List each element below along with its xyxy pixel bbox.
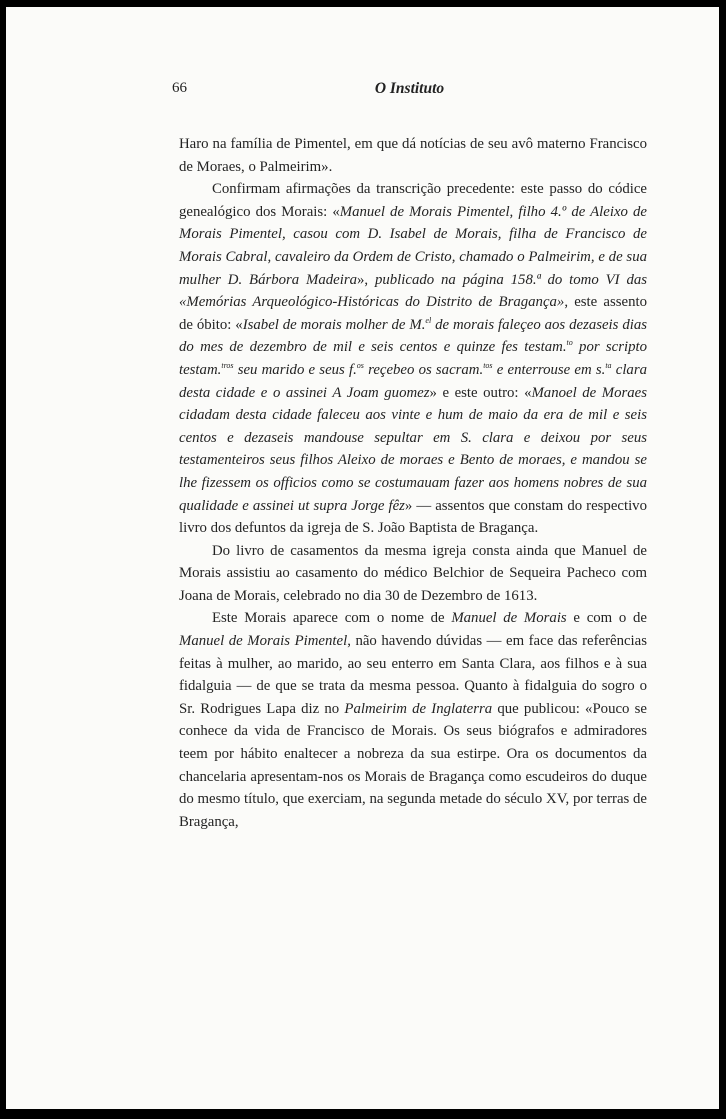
text-run: Haro na família de Pimentel, em que dá notícias de seu avô materno Francisco de Moraes, o Palmeirim». — [179, 136, 647, 175]
page-header — [172, 80, 647, 106]
italic-run: Manuel de Morais Pimentel — [179, 633, 348, 650]
text-run: Confirmam afirmações da transcrição precedente: este passo do códice genealógico dos Morais: « — [179, 181, 647, 220]
text-run: , este assento de óbito: « — [179, 294, 647, 333]
paragraph-2 — [179, 178, 647, 540]
text-run: » e este outro: « — [429, 384, 532, 401]
superscript-abbreviation: ta — [605, 360, 612, 370]
superscript-abbreviation: to — [566, 338, 573, 348]
text-run: e com o de — [566, 610, 647, 627]
text-run: , não havendo dúvidas — em face das referências feitas à mulher, ao marido, ao seu enterro em Santa Clara, aos filhos e à sua fidalguia — de que se trata da mesma pessoa. Quanto à fidalguia do sogro o Sr. Rodrigues Lapa diz no — [179, 633, 647, 717]
paragraph-1 — [179, 133, 647, 178]
superscript-abbreviation: os — [356, 360, 364, 370]
italic-run: de morais faleçeo aos dezaseis dias do mes de dezembro de mil e seis centos e quinze fes testam. — [179, 316, 647, 356]
superscript-abbreviation: tos — [483, 360, 493, 370]
page-number: 66 — [172, 80, 187, 96]
italic-run: Palmeirim de Inglaterra — [344, 700, 493, 717]
italic-run: Manoel de Moraes cidadam desta cidade faleceu aos vinte e hum de maio da era de mil e seis centos e dezaseis mandouse sepultar em S. clara e deixou por seus testamenteiros seus filhos Aleixo de moraes e Bento de moraes, e mandou se lhe fizessem os officios como se costumauam fazer aos homens nobres de sua qualidade e assinei ut supra Jorge fêz — [179, 384, 647, 514]
text-run: », — [357, 271, 375, 288]
text-run: Este Morais aparece com o nome de — [212, 610, 452, 627]
paragraph-4 — [179, 607, 647, 833]
paragraph-3 — [179, 540, 647, 608]
text-run: Do livro de casamentos da mesma igreja consta ainda que Manuel de Morais assistiu ao casamento do médico Belchior de Sequeira Pacheco com Joana de Morais, celebrado no dia 30 de Dezembro de 1613. — [179, 542, 647, 604]
italic-run: Isabel de morais molher de M. — [242, 316, 426, 333]
italic-run: seu marido e seus f. — [233, 361, 357, 378]
italic-run: Manuel de Morais — [451, 610, 567, 627]
body-text — [179, 133, 647, 833]
italic-run: clara desta cidade e o assinei A Joam guomez — [179, 361, 647, 401]
italic-run: Manuel de Morais Pimentel, filho 4.º de Aleixo de Morais Pimentel, casou com D. Isabel de Morais, filha de Francisco de Morais Cabral, cavaleiro da Ordem de Cristo, chamado o Palmeirim, e de sua mulher D. Bárbora Madeira — [179, 203, 647, 288]
italic-run: publicado na página 158.ª do tomo VI das «Memórias Arqueológico-Históricas do Distrito de Bragança» — [179, 271, 648, 311]
superscript-abbreviation: tros — [221, 360, 234, 370]
superscript-abbreviation: el — [425, 315, 432, 325]
running-title: O Instituto — [374, 80, 445, 97]
italic-run: por scripto testam. — [179, 339, 648, 378]
text-run: que publicou: «Pouco se conhece da vida de Francisco de Morais. Os seus biógrafos e admiradores teem por hábito enaltecer a nobreza da sua estirpe. Ora os documentos da chancelaria apresentam-nos os Morais de Bragança como escudeiros do duque do mesmo título, que exerciam, na segunda metade do século XV, por terras de Bragança, — [179, 700, 647, 830]
italic-run: e enterrouse em s. — [492, 361, 606, 378]
italic-run: reçebeo os sacram. — [363, 361, 484, 378]
text-run: » — assentos que constam do respectivo livro dos defuntos da igreja de S. João Baptista de Bragança. — [179, 497, 647, 537]
